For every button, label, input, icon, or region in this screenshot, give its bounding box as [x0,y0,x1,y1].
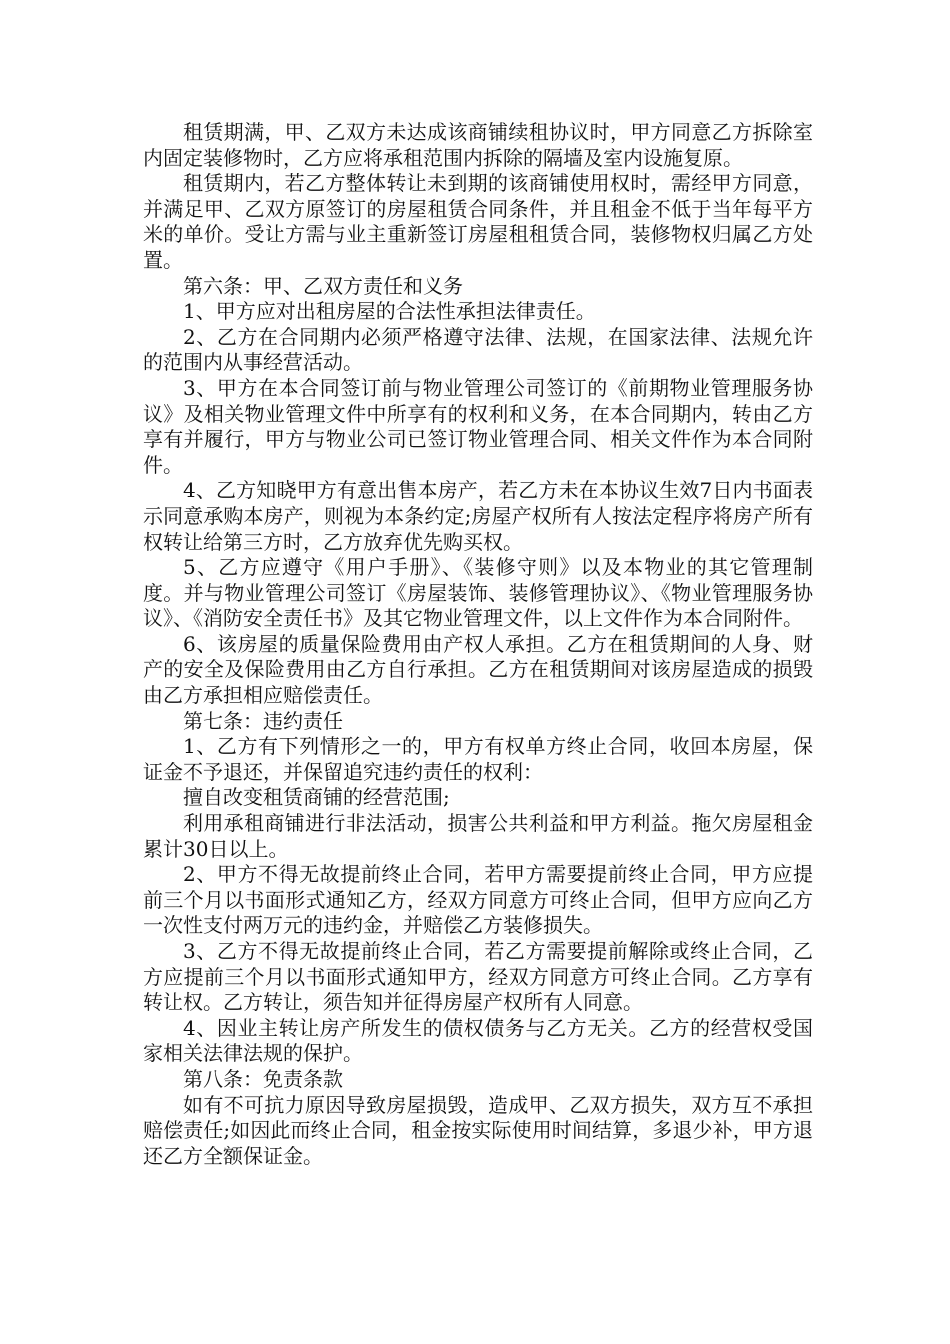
contract-body [143,120,813,1169]
paragraph-lease-expiry: 租赁期满，甲、乙双方未达成该商铺续租协议时，甲方同意乙方拆除室内固定装修物时，乙方应将承租范围内拆除的隔墙及室内设施复原。 [143,120,813,170]
article-6-item-3: 3、甲方在本合同签订前与物业管理公司签订的《前期物业管理服务协议》及相关物业管理文件中所享有的权利和义务，在本合同期内，转由乙方享有并履行，甲方与物业公司已签订物业管理合同、相关文件作为本合同附件。 [143,375,813,477]
article-6-item-4: 4、乙方知晓甲方有意出售本房产，若乙方未在本协议生效7日内书面表示同意承购本房产，则视为本条约定;房屋产权所有人按法定程序将房产所有权转让给第三方时，乙方放弃优先购买权。 [143,478,813,554]
article-6-item-5: 5、乙方应遵守《用户手册》、《装修守则》以及本物业的其它管理制度。并与物业管理公司签订《房屋装饰、装修管理协议》、《物业管理服务协议》、《消防安全责任书》及其它物业管理文件，以上文件作为本合同附件。 [143,555,813,631]
article-7-item-1-case-a: 擅自改变租赁商铺的经营范围; [183,785,450,810]
article-8-heading: 第八条：免责条款 [183,1066,343,1091]
article-7-item-2: 2、甲方不得无故提前终止合同，若甲方需要提前终止合同，甲方应提前三个月以书面形式通知乙方，经双方同意方可终止合同，但甲方应向乙方一次性支付两万元的违约金，并赔偿乙方装修损失。 [143,862,813,938]
article-6-item-6: 6、该房屋的质量保险费用由产权人承担。乙方在租赁期间的人身、财产的安全及保险费用由乙方自行承担。乙方在租赁期间对该房屋造成的损毁由乙方承担相应赔偿责任。 [143,631,813,708]
article-6-item-1: 1、甲方应对出租房屋的合法性承担法律责任。 [183,299,596,324]
article-7-item-1-case-b: 利用承租商铺进行非法活动，损害公共利益和甲方利益。拖欠房屋租金累计30日以上。 [143,811,813,861]
paragraph-transfer: 租赁期内，若乙方整体转让未到期的该商铺使用权时，需经甲方同意，并满足甲、乙双方原签订的房屋租赁合同条件，并且租金不低于当年每平方米的单价。受让方需与业主重新签订房屋租租赁合同，装修物权归属乙方处置。 [143,171,813,272]
article-7-item-4: 4、因业主转让房产所发生的债权债务与乙方无关。乙方的经营权受国家相关法律法规的保护。 [143,1015,813,1066]
article-6-heading: 第六条：甲、乙双方责任和义务 [183,273,463,298]
article-6-item-2: 2、乙方在合同期内必须严格遵守法律、法规，在国家法律、法规允许的范围内从事经营活动。 [143,324,813,375]
article-7-item-3: 3、乙方不得无故提前终止合同，若乙方需要提前解除或终止合同，乙方应提前三个月以书面形式通知甲方，经双方同意方可终止合同。乙方享有转让权。乙方转让，须告知并征得房屋产权所有人同意。 [143,939,813,1015]
article-8-body: 如有不可抗力原因导致房屋损毁，造成甲、乙双方损失，双方互不承担赔偿责任;如因此而终止合同，租金按实际使用时间结算，多退少补，甲方退还乙方全额保证金。 [143,1092,813,1168]
article-7-item-1: 1、乙方有下列情形之一的，甲方有权单方终止合同，收回本房屋，保证金不予退还，并保留追究违约责任的权利： [143,734,813,784]
article-7-heading: 第七条：违约责任 [183,708,343,733]
